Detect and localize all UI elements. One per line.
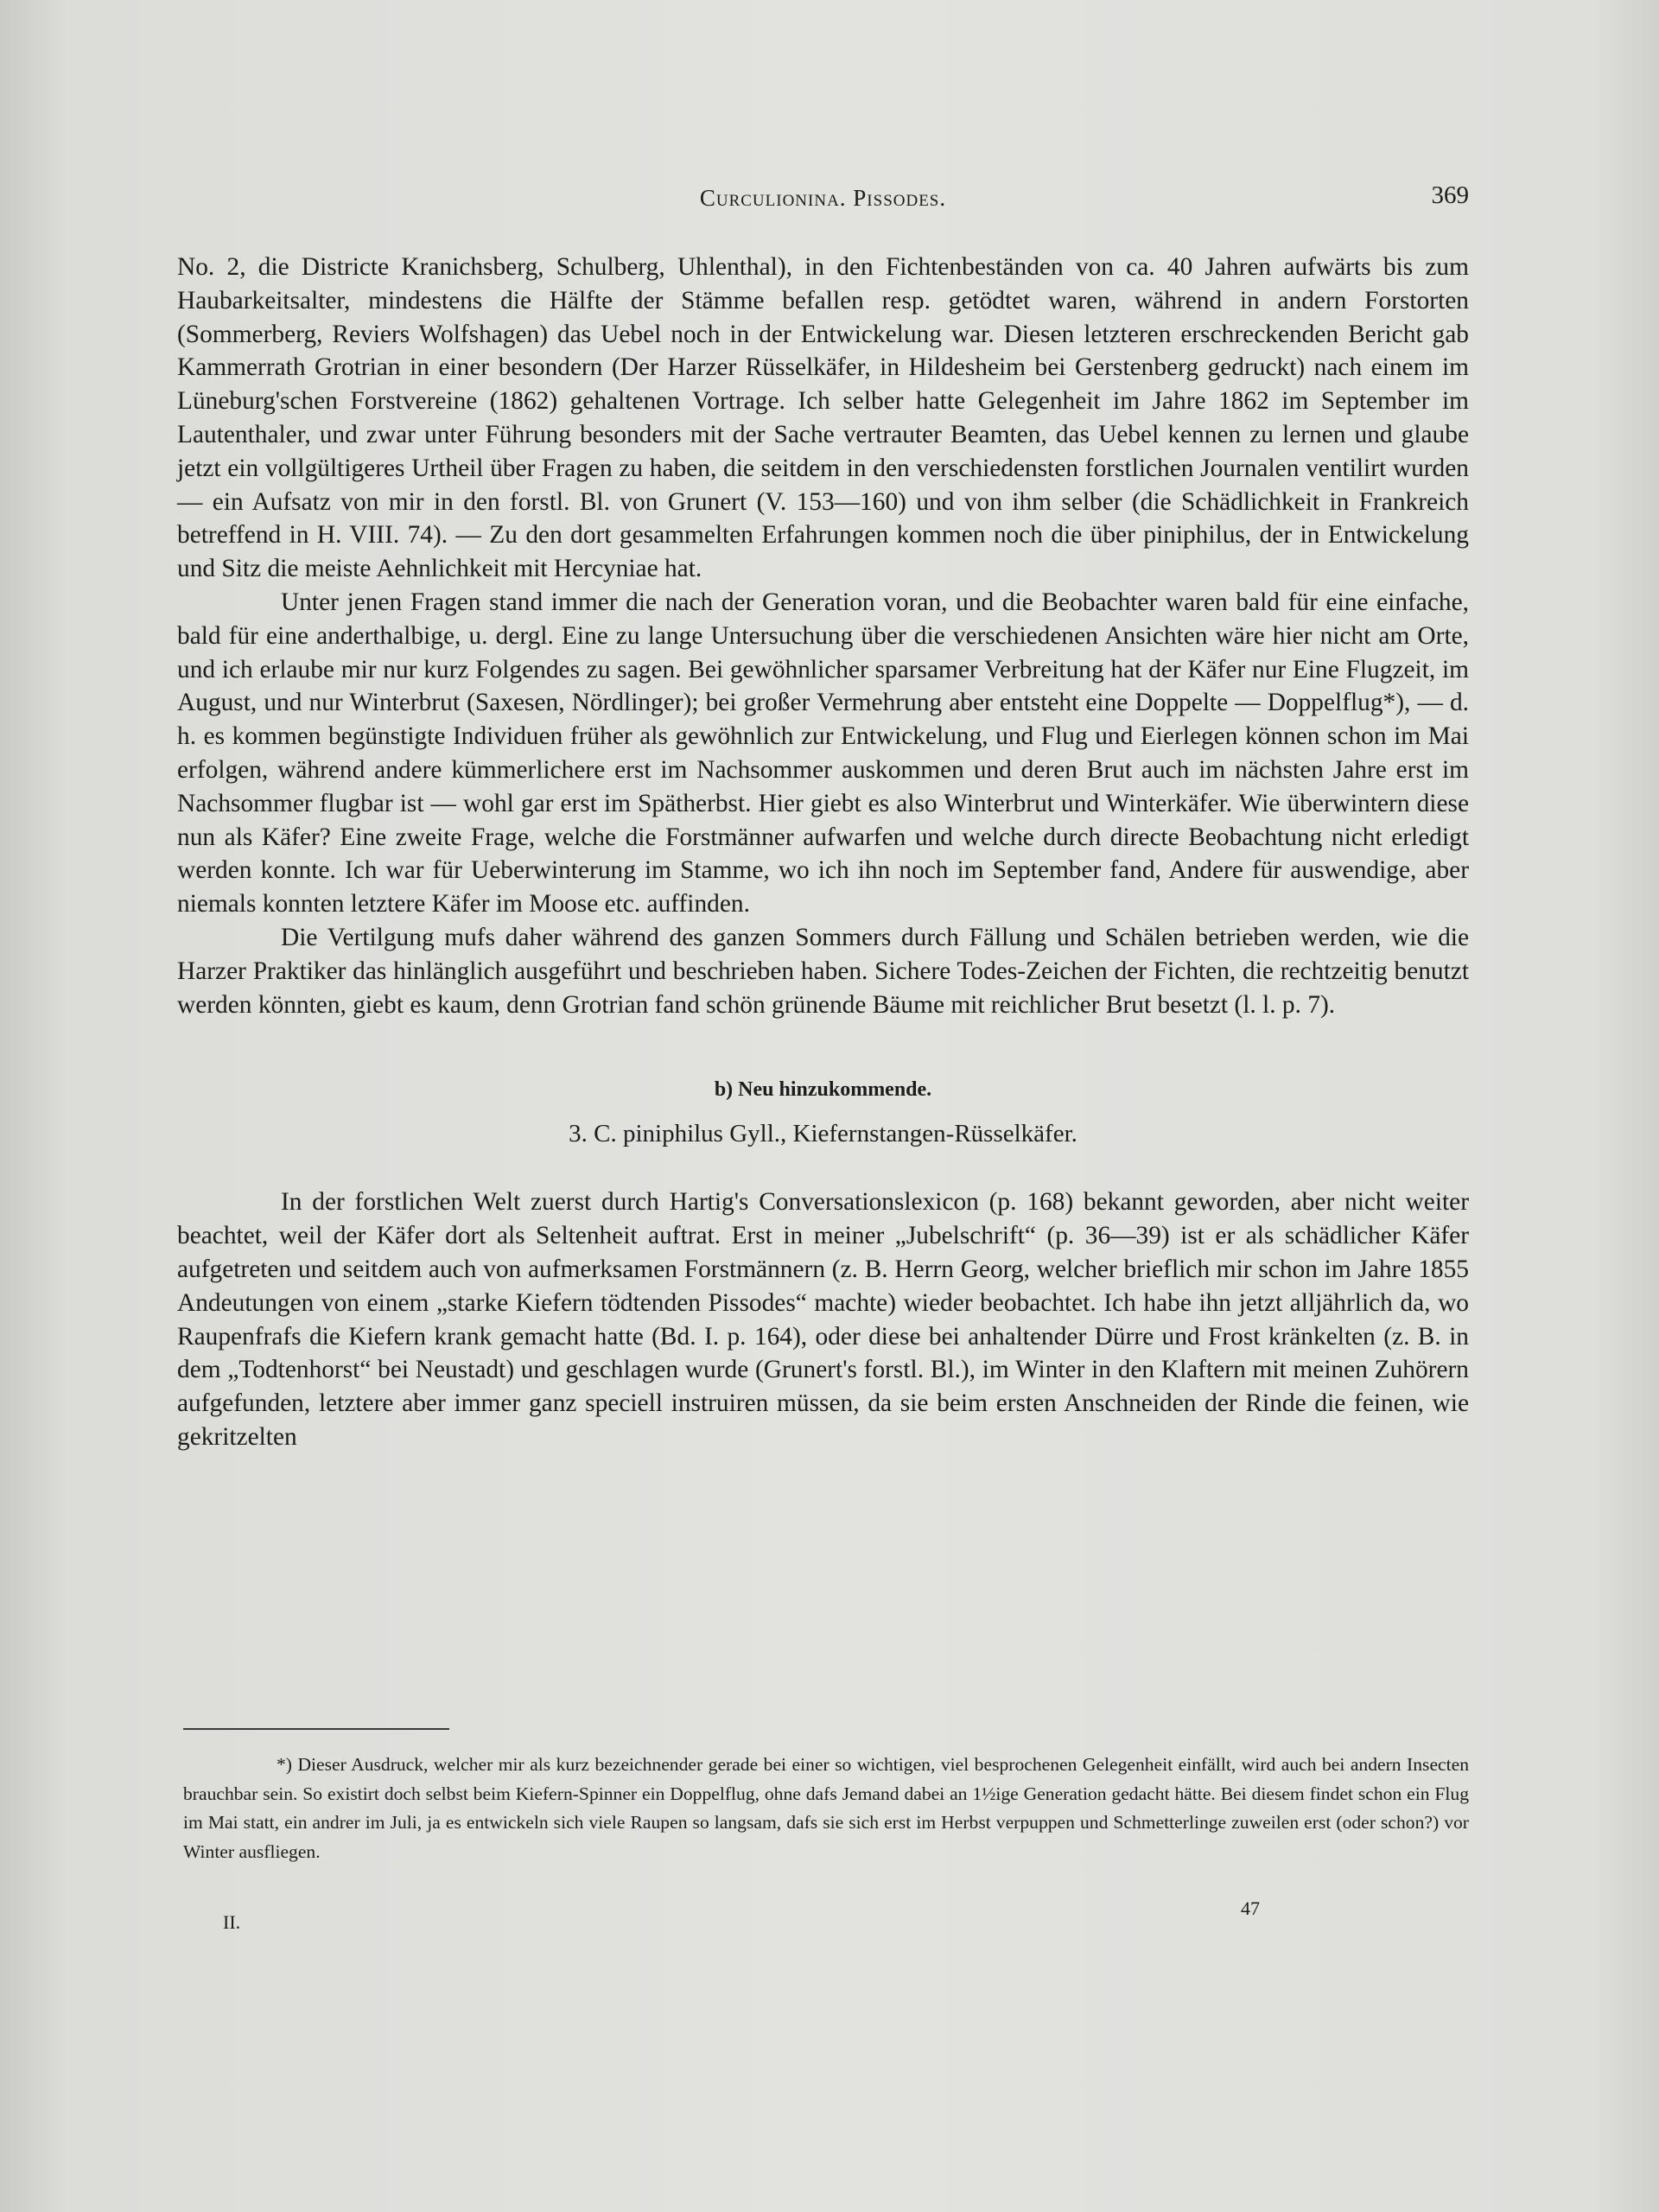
footnote-divider xyxy=(183,1728,449,1730)
paragraph-piniphilus: In der forstlichen Welt zuerst durch Hartig's Conversationslexicon (p. 168) bekannt geworden, aber nicht weiter beachtet, weil der Käfer dort als Seltenheit auftrat. Erst in meiner „Jubelschrift“ (p. 36—39) ist er als schädlicher Käfer aufgetreten und seitdem auch von aufmerksamen Forstmännern (z. B. Herrn Georg, welcher brieflich mir schon im Jahre 1855 Andeutungen von einem „starke Kiefern tödtenden Pissodes“ machte) wieder beobachtet. Ich habe ihn jetzt alljährlich da, wo Raupenfrafs die Kiefern krank gemacht hatte (Bd. I. p. 164), oder diese bei anhaltender Dürre und Frost kränkelten (z. B. in dem „Todtenhorst“ bei Neustadt) und geschlagen wurde (Grunert's forstl. Bl.), im Winter in den Klaftern mit meinen Zuhörern aufgefunden, letztere aber immer ganz speciell instruiren müssen, da sie beim ersten Anschneiden der Rinde die feinen, wie gekritzelten xyxy=(177,1188,1469,1451)
footnote-text: *) Dieser Ausdruck, welcher mir als kurz bezeichnender gerade bei einer so wichtigen, viel besprochenen Gelegenheit einfällt, wird auch bei andern Insecten brauchbar sein. So existirt doch selbst beim Kiefern-Spinner ein Doppelflug, ohne dafs Jemand dabei an 1½ige Generation gedacht hätte. Bei diesem findet schon ein Flug im Mai statt, ein andrer im Juli, ja es entwickeln sich viele Raupen so langsam, dafs sie sich erst im Herbst verpuppen und Schmetterlinge zuweilen erst (oder schon?) vor Winter ausfliegen. xyxy=(183,1754,1469,1862)
main-text xyxy=(177,251,1469,1454)
paragraph-continued: No. 2, die Districte Kranichsberg, Schulberg, Uhlenthal), in den Fichtenbeständen von ca. 40 Jahren aufwärts bis zum Haubarkeitsalter, mindestens die Hälfte der Stämme befallen resp. getödtet waren, während in andern Forstorten (Sommerberg, Reviers Wolfshagen) das Uebel noch in der Entwickelung war. Diesen letzteren erschreckenden Bericht gab Kammerrath Grotrian in einer besondern (Der Harzer Rüsselkäfer, in Hildesheim bei Gerstenberg gedruckt) nach einem im Lüneburg'schen Forstvereine (1862) gehaltenen Vortrage. Ich selber hatte Gelegenheit im Jahre 1862 im September im Lautenthaler, und zwar unter Führung besonders mit der Sache vertrauter Beamten, das Uebel kennen zu lernen und glaube jetzt ein vollgültigeres Urtheil über Fragen zu haben, die seitdem in den verschiedensten forstlichen Journalen ventilirt wurden — ein Aufsatz von mir in den forstl. Bl. von Grunert (V. 153—160) und von ihm selber (die Schädlichkeit in Frankreich betreffend in H. VIII. 74). — Zu den dort gesammelten Erfahrungen kommen noch die über piniphilus, der in Entwickelung und Sitz die meiste Aehnlichkeit mit Hercyniae hat. xyxy=(177,253,1469,583)
volume-signature: II. xyxy=(223,1911,241,1933)
leaf-signature: 47 xyxy=(1241,1897,1260,1919)
spacer xyxy=(177,1151,1469,1185)
page-header xyxy=(177,181,1469,223)
paragraph-vertilgung: Die Vertilgung mufs daher während des ganzen Sommers durch Fällung und Schälen betrieben werden, wie die Harzer Praktiker das hinlänglich ausgeführt und beschrieben haben. Sichere Todes-Zeichen der Fichten, die rechtzeitig benutzt werden könnten, giebt es kaum, denn Grotrian fand schön grünende Bäume mit reichlicher Brut besetzt (l. l. p. 7). xyxy=(177,923,1469,1019)
page-number: 369 xyxy=(1431,181,1469,209)
section-heading: b) Neu hinzukommende. xyxy=(714,1078,932,1102)
footnote-block xyxy=(183,1751,1469,1866)
running-title: Curculionina. Pissodes. xyxy=(699,185,947,211)
species-heading: 3. C. piniphilus Gyll., Kiefernstangen-Rüsselkäfer. xyxy=(569,1120,1077,1148)
paragraph-generation: Unter jenen Fragen stand immer die nach der Generation voran, und die Beobachter waren bald für eine einfache, bald für eine anderthalbige, u. dergl. Eine zu lange Untersuchung über die verschiedenen Ansichten wäre hier nicht am Orte, und ich erlaube mir nur kurz Folgendes zu sagen. Bei gewöhnlicher sparsamer Verbreitung hat der Käfer nur Eine Flugzeit, im August, und nur Winterbrut (Saxesen, Nördlinger); bei großer Vermehrung aber entsteht eine Doppelte — Doppelflug*), — d. h. es kommen begünstigte Individuen früher als gewöhnlich zur Entwickelung, und Flug und Eierlegen können schon im Mai erfolgen, während andere kümmerlichere erst im Nachsommer auskommen und deren Brut auch im nächsten Jahre erst im Nachsommer flugbar ist — wohl gar erst im Spätherbst. Hier giebt es also Winterbrut und Winterkäfer. Wie überwintern diese nun als Käfer? Eine zweite Frage, welche die Forstmänner aufwarfen und welche durch directe Beobachtung nicht erledigt werden konnte. Ich war für Ueberwinterung im Stamme, wo ich ihn noch im September fand, Andere für auswendige, aber niemals konnten letztere Käfer im Moose etc. auffinden. xyxy=(177,588,1469,918)
